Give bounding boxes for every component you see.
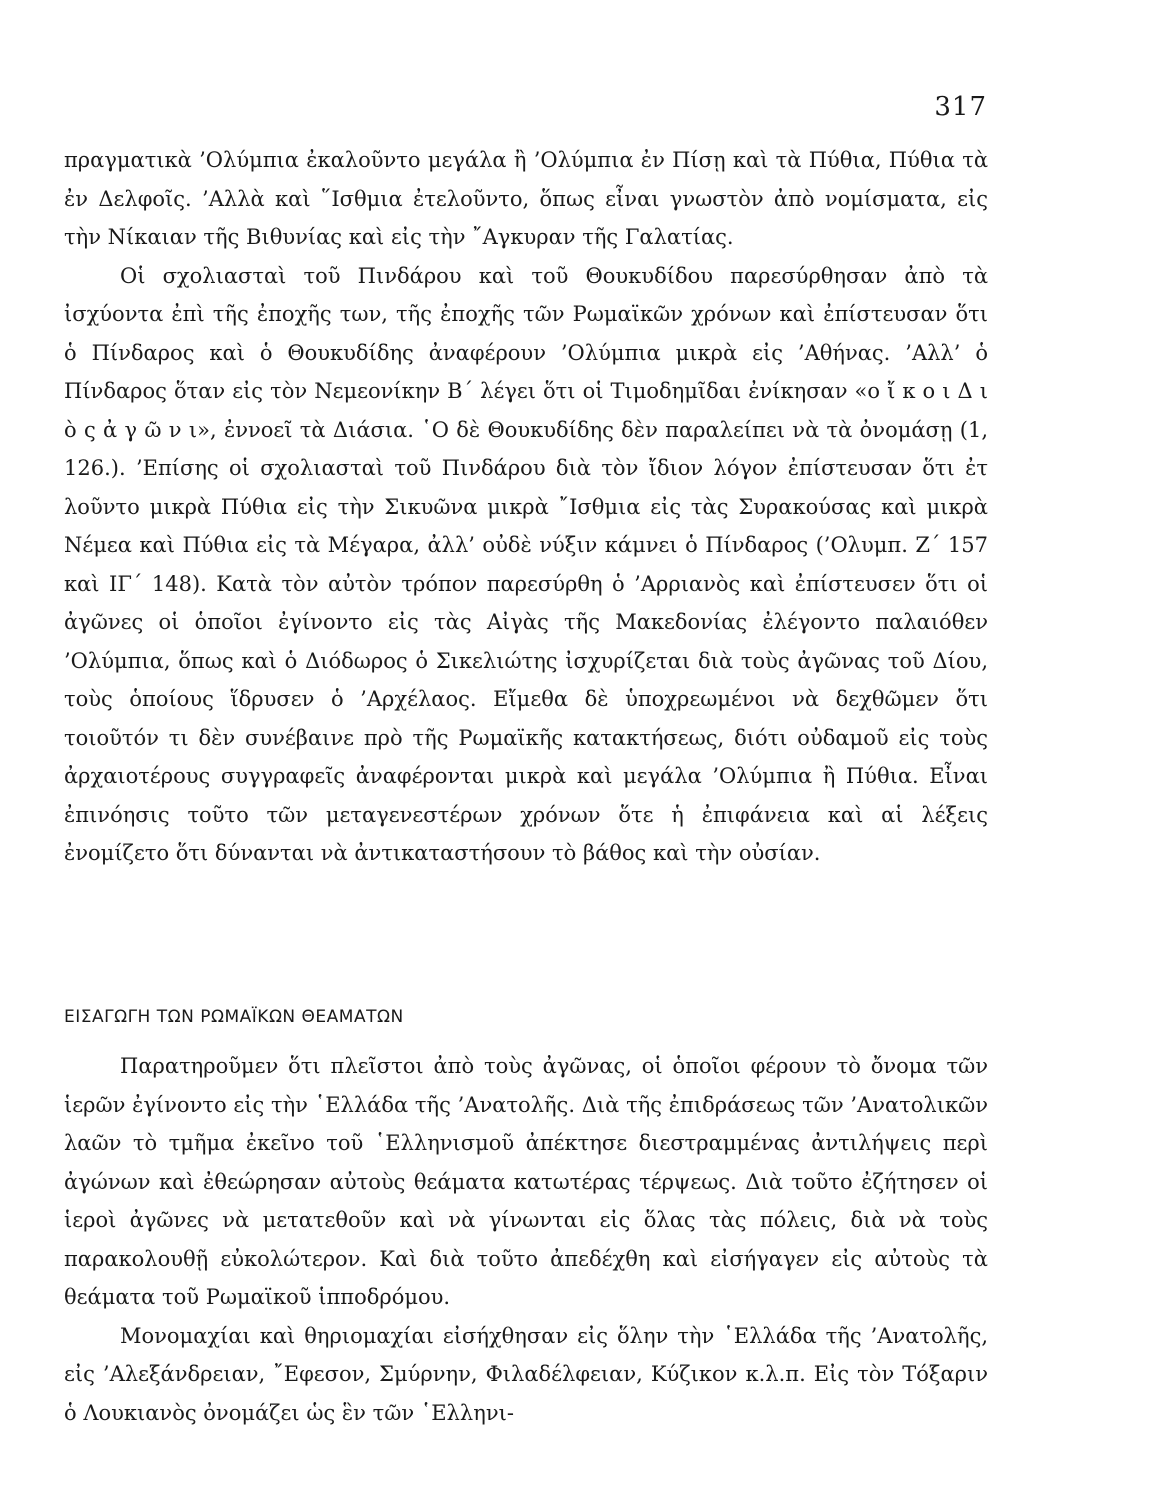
paragraph-observation: Παρατηροῦμεν ὅτι πλεῖστοι ἀπὸ τοὺς ἀγῶνας, οἱ ὁποῖοι φέρουν τὸ ὄνομα τῶν ἱερῶν ἐγίνοντο εἰς τὴν ῾Ελλάδα τῆς ’Ανατολῆς. Διὰ τῆς ἐπιδράσεως τῶν ’Ανατολικῶν λαῶν τὸ τμῆμα ἐκεῖνο τοῦ ῾Ελληνισμοῦ ἀπέκτησε διεστραμμένας ἀντιλήψεις περὶ ἀγώνων καὶ ἐθεώρησαν αὐτοὺς θεάματα κατωτέρας τέρψεως. Διὰ τοῦτο ἐζήτησεν οἱ ἱεροὶ ἀγῶνες νὰ μετατεθοῦν καὶ νὰ γίνωνται εἰς ὅλας τὰς πόλεις, διὰ νὰ τοὺς παρακολουθῇ εὐκολώτερον. Καὶ διὰ τοῦτο ἀπεδέχθη καὶ εἰσήγαγεν εἰς αὐτοὺς τὰ θεάματα τοῦ Ρωμαϊκοῦ ἱπποδρόμου. [64, 1054, 988, 1309]
body-text-bottom [64, 1047, 988, 1432]
page-number: 317 [934, 92, 987, 122]
section-heading: ΕΙΣΑΓΩΓΗ ΤΩΝ ΡΩΜΑΪΚΩΝ ΘΕΑΜΑΤΩΝ [64, 1007, 404, 1027]
paragraph-gladiators: Μονομαχίαι καὶ θηριομαχίαι εἰσήχθησαν εἰς ὅλην τὴν ῾Ελλάδα τῆς ’Ανατολῆς, εἰς ’Αλεξάνδρειαν, ῎Εφεσον, Σμύρνην, Φιλαδέλφειαν, Κύζικον κ.λ.π. Εἰς τὸν Τόξαριν ὁ Λουκιανὸς ὀνομάζει ὡς ἓν τῶν ῾Ελληνι- [64, 1323, 988, 1425]
paragraph-continuation: πραγματικὰ ’Ολύμπια ἐκαλοῦντο μεγάλα ἢ ’Ολύμπια ἐν Πίσῃ καὶ τὰ Πύθια, Πύθια τὰ ἐν Δελφοῖς. ’Αλλὰ καὶ ῞Ισθμια ἐτελοῦντο, ὅπως εἶναι γνωστὸν ἀπὸ νομίσματα, εἰς τὴν Νίκαιαν τῆς Βιθυνίας καὶ εἰς τὴν ῎Αγκυραν τῆς Γαλατίας. [64, 148, 988, 249]
body-text-top [64, 141, 988, 873]
paragraph-scholiasts: Οἱ σχολιασταὶ τοῦ Πινδάρου καὶ τοῦ Θουκυδίδου παρεσύρθησαν ἀπὸ τὰ ἰσχύοντα ἐπὶ τῆς ἐποχῆς των, τῆς ἐποχῆς τῶν Ρωμαϊκῶν χρόνων καὶ ἐπίστευσαν ὅτι ὁ Πίνδαρος καὶ ὁ Θουκυδίδης ἀναφέρουν ’Ολύμπια μικρὰ εἰς ’Αθήνας. ’Αλλ’ ὁ Πίνδαρος ὅταν εἰς τὸν Νεμεονίκην Β΄ λέγει ὅτι οἱ Τιμοδημῖδαι ἐνίκησαν «ο ἴ κ ο ι Δ ι ὸ ς ἀ γ ῶ ν ι», ἐννοεῖ τὰ Διάσια. ῾Ο δὲ Θουκυδίδης δὲν παραλείπει νὰ τὰ ὀνομάσῃ (1, 126.). ’Επίσης οἱ σχολιασταὶ τοῦ Πινδάρου διὰ τὸν ἴδιον λόγον ἐπίστευσαν ὅτι ἐτ λοῦντο μικρὰ Πύθια εἰς τὴν Σικυῶνα μικρὰ ῎Ισθμια εἰς τὰς Συρακούσας καὶ μικρὰ Νέμεα καὶ Πύθια εἰς τὰ Μέγαρα, ἀλλ’ οὐδὲ νύξιν κάμνει ὁ Πίνδαρος (’Ολυμπ. Ζ΄ 157 καὶ ΙΓ΄ 148). Κατὰ τὸν αὐτὸν τρόπον παρεσύρθη ὁ ’Αρριανὸς καὶ ἐπίστευσεν ὅτι οἱ ἀγῶνες οἱ ὁποῖοι ἐγίνοντο εἰς τὰς Αἰγὰς τῆς Μακεδονίας ἐλέγοντο παλαιόθεν ’Ολύμπια, ὅπως καὶ ὁ Διόδωρος ὁ Σικελιώτης ἰσχυρίζεται διὰ τοὺς ἀγῶνας τοῦ Δίου, τοὺς ὁποίους ἵδρυσεν ὁ ’Αρχέλαος. Εἴμεθα δὲ ὑποχρεωμένοι νὰ δεχθῶμεν ὅτι τοιοῦτόν τι δὲν συνέβαινε πρὸ τῆς Ρωμαϊκῆς κατακτήσεως, διότι οὐδαμοῦ εἰς τοὺς ἀρχαιοτέρους συγγραφεῖς ἀναφέρονται μικρὰ καὶ μεγάλα ’Ολύμπια ἢ Πύθια. Εἶναι ἐπινόησις τοῦτο τῶν μεταγενεστέρων χρόνων ὅτε ἡ ἐπιφάνεια καὶ αἱ λέξεις ἐνομίζετο ὅτι δύνανται νὰ ἀντικαταστήσουν τὸ βάθος καὶ τὴν οὐσίαν. [64, 263, 988, 865]
